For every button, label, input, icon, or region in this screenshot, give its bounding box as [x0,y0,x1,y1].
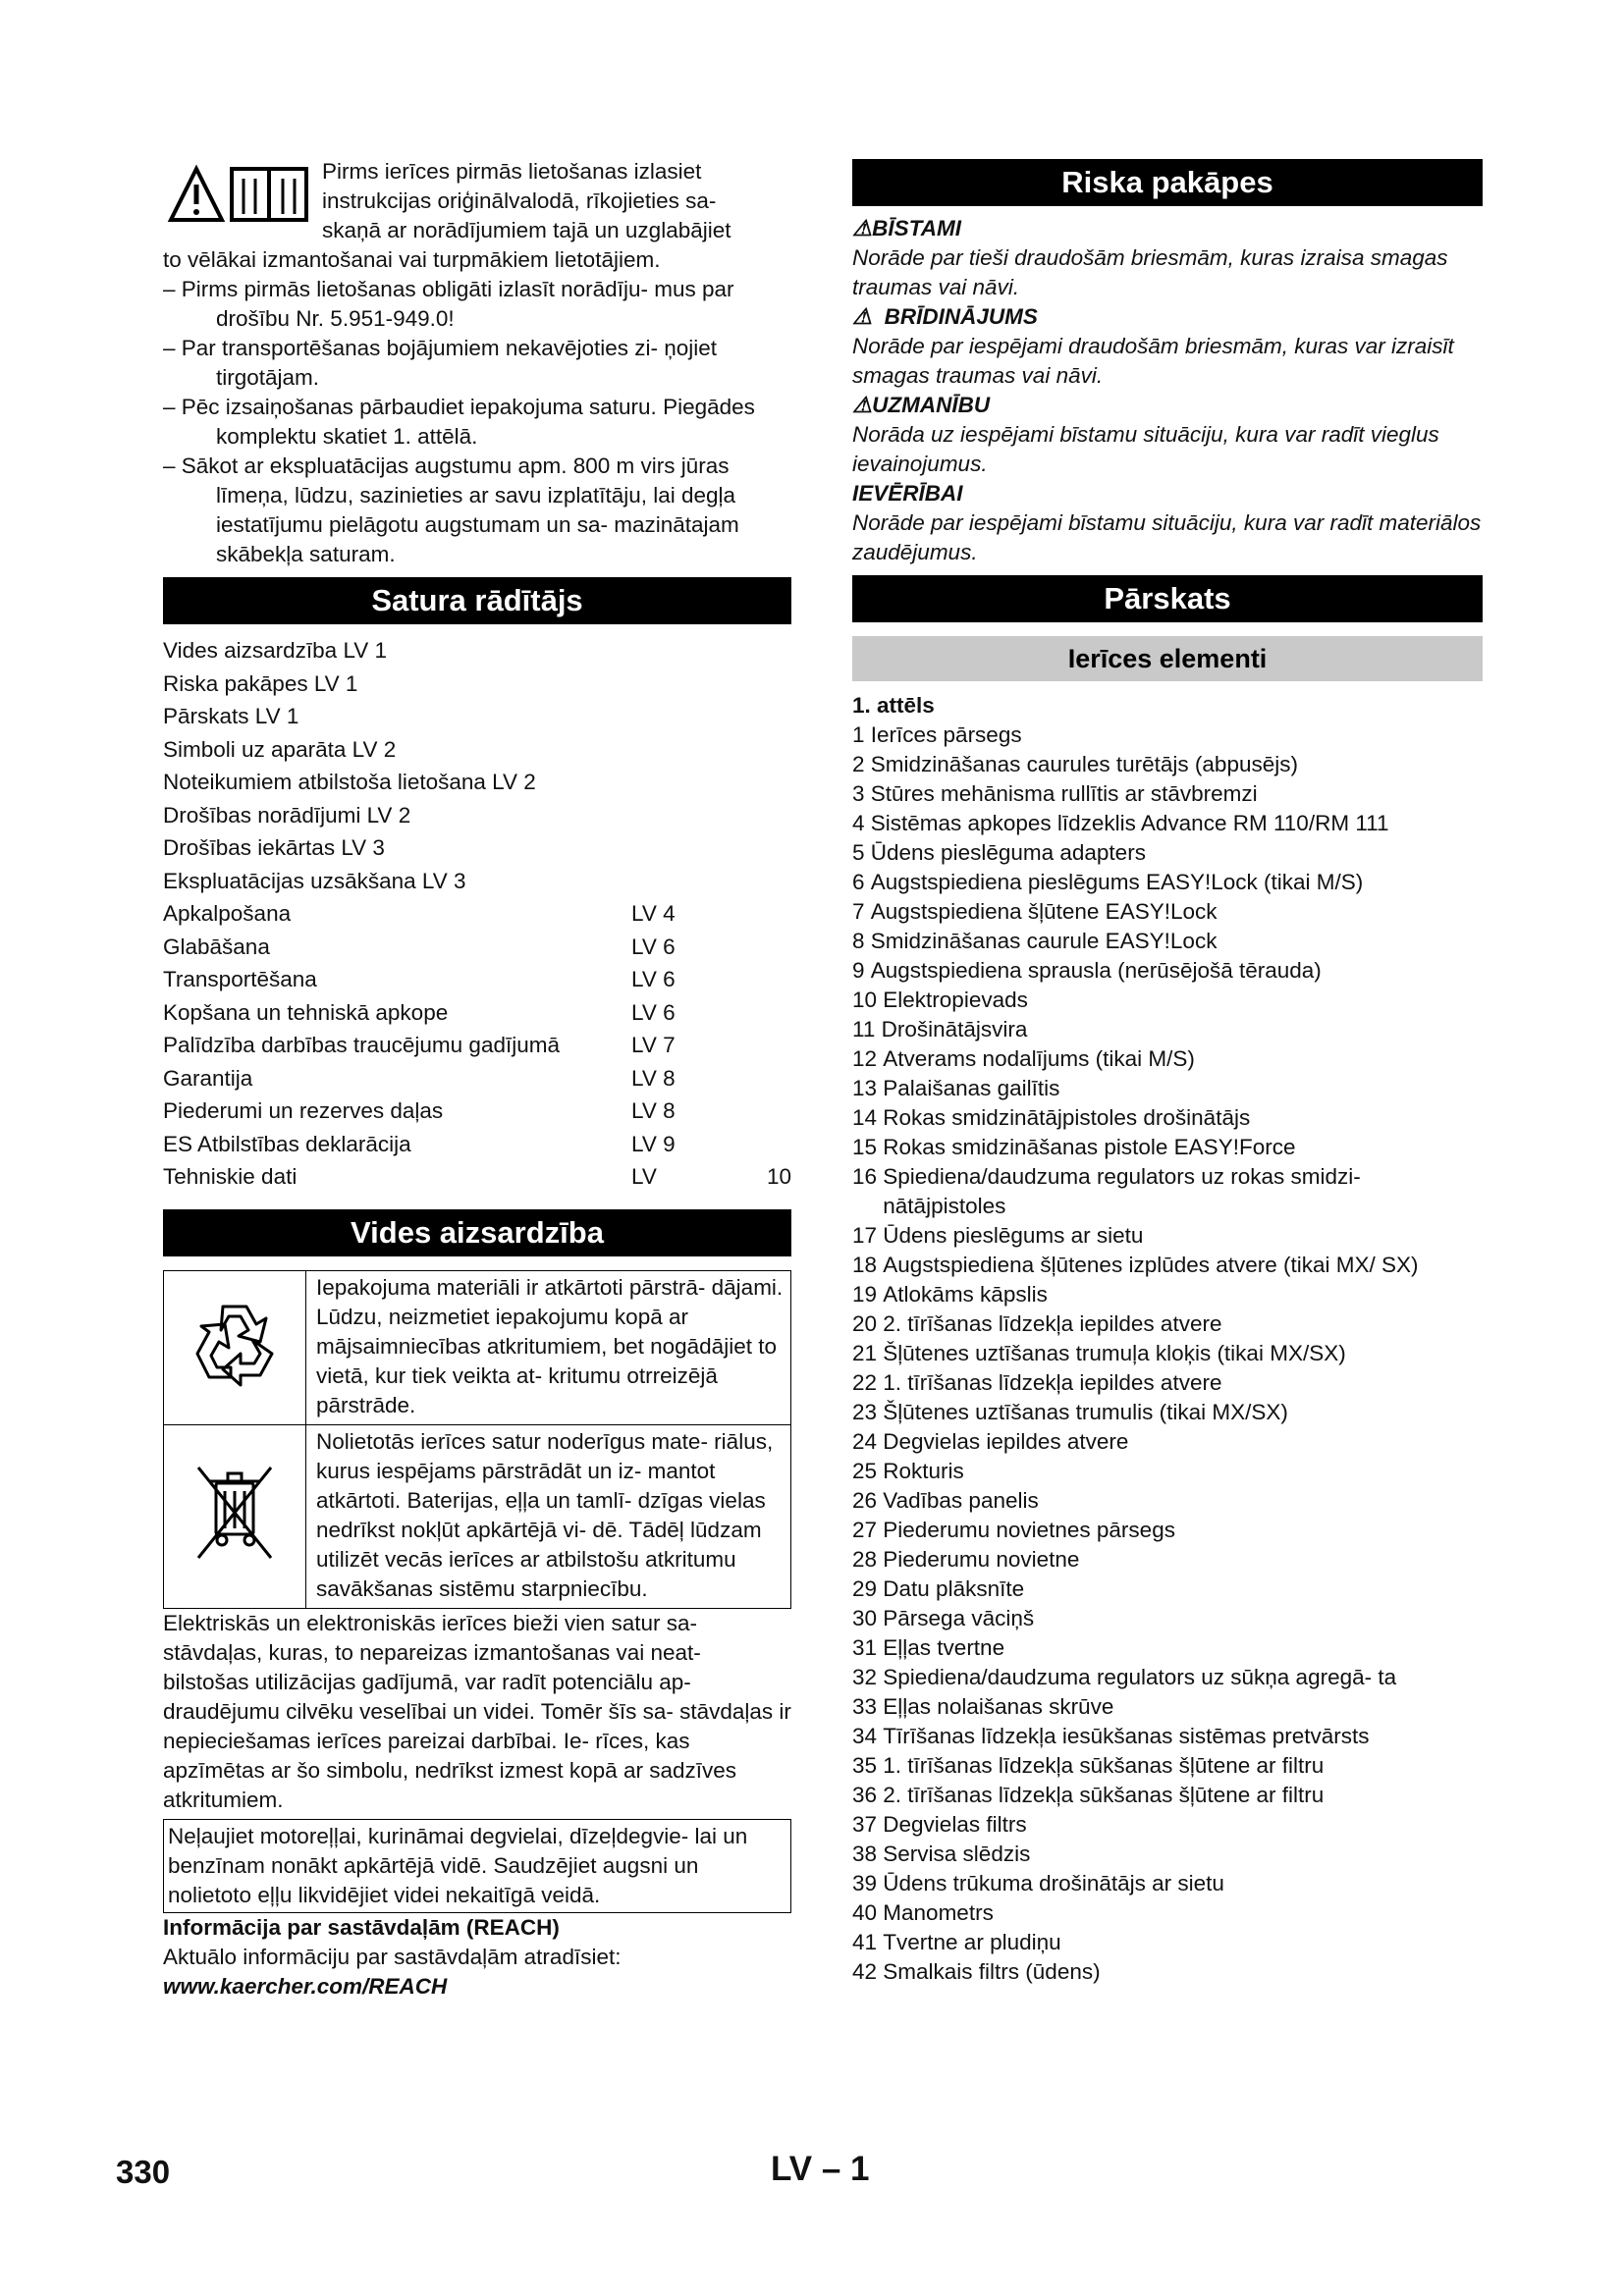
page-number: 330 [116,2154,171,2190]
list-item: 1 Ierīces pārsegs [852,722,1022,747]
list-item: 9 Augstspiediena sprausla (nerūsējošā tērauda) [852,958,1322,983]
toc-row[interactable]: Drošības norādījumi LV 2 [163,802,411,828]
toc-row[interactable]: Apkalpošana LV 4 [163,901,676,926]
right-column [852,157,1483,1987]
intro-line-2: instrukcijas oriģinālvalodā, rīkojieties sa- [322,188,717,213]
list-item: 42 Smalkais filtrs (ūdens) [852,1959,1101,1984]
recycle-icon-cell [164,1270,306,1424]
left-column [163,157,791,2002]
recycle-icon [186,1297,284,1391]
list-item: 35 1. tīrīšanas līdzekļa sūkšanas šļūtene ar filtru [852,1753,1325,1778]
overview-subheading: Ierīces elementi [852,636,1483,681]
toc-row[interactable]: ES Atbilstības deklarācija LV 9 [163,1131,676,1156]
risk-level-text: Norāde par tieši draudošām briesmām, kuras izraisa smagas traumas vai nāvi. [852,245,1448,299]
list-item: 10 Elektropievads [852,988,1028,1012]
intro-bullet: – Par transportēšanas bojājumiem nekavējoties zi- ņojiet tirgotājam. [163,336,718,390]
risk-level-heading: ⚠BĪSTAMI [852,216,961,240]
list-item: 32 Spiediena/daudzuma regulators uz sūkņa agregā- ta [852,1665,1397,1689]
crossed-bin-icon [190,1454,279,1572]
oil-warning-box: Neļaujiet motoreļļai, kurināmai degvielai, dīzeļdegvie- lai un benzīnam nonākt apkārtējā vidē. Saudzējiet augsni un nolietoto eļļu likvidējiet videi nekaitīgā veidā. [163,1819,791,1913]
toc-row[interactable]: Vides aizsardzība LV 1 [163,638,388,663]
list-item: 41 Tvertne ar pludiņu [852,1930,1061,1954]
toc-row[interactable]: Tehniskie dati LV 10 [163,1164,791,1189]
list-item: 6 Augstspiediena pieslēgums EASY!Lock (tikai M/S) [852,870,1364,894]
toc-row[interactable]: Glabāšana LV 6 [163,934,676,959]
list-item: 3 Stūres mehānisma rullītis ar stāvbremzi [852,781,1258,806]
reach-text: Aktuālo informāciju par sastāvdaļām atradīsiet: [163,1944,622,1969]
list-item: 15 Rokas smidzināšanas pistole EASY!Force [852,1135,1296,1159]
list-item: 7 Augstspiediena šļūtene EASY!Lock [852,899,1218,924]
list-item: 31 Eļļas tvertne [852,1635,1005,1660]
list-item: 37 Degvielas filtrs [852,1812,1027,1837]
risk-heading: Riska pakāpes [852,159,1483,206]
list-item: 16 Spiediena/daudzuma regulators uz rokas smidzi- nātājpistoles [852,1164,1361,1218]
intro-bullet: – Pēc izsaiņošanas pārbaudiet iepakojuma saturu. Piegādes komplektu skatiet 1. attēlā. [163,395,755,449]
list-item: 2 Smidzināšanas caurules turētājs (abpusējs) [852,752,1298,776]
toc-row[interactable]: Riska pakāpes LV 1 [163,670,358,696]
toc-row[interactable]: Pārskats LV 1 [163,704,299,728]
figure-label: 1. attēls [852,693,935,718]
list-item: 19 Atlokāms kāpslis [852,1282,1048,1307]
list-item: 11 Drošinātājsvira [852,1017,1028,1041]
intro-line-3: skaņā ar norādījumiem tajā un uzglabājiet [322,218,731,242]
toc-row[interactable]: Noteikumiem atbilstoša lietošana LV 2 [163,770,536,794]
list-item: 21 Šļūtenes uztīšanas trumuļa kloķis (tikai MX/SX) [852,1341,1346,1365]
risk-level-heading: ⚠ BRĪDINĀJUMS [852,304,1038,329]
list-item: 17 Ūdens pieslēgums ar sietu [852,1223,1144,1248]
toc-row[interactable]: Ekspluatācijas uzsākšana LV 3 [163,868,466,893]
bin-text: Nolietotās ierīces satur noderīgus mate- riālus, kurus iespējams pārstrādāt un iz- mantot atkārtoti. Baterijas, eļļa un tamlī- dzīgas vielas nedrīkst nokļūt apkārtējā vi- dē. Tādēļ lūdzam utilizēt vecās ierīces ar atbilstošu atkritumu savākšanas sistēmu starpniecību. [306,1424,791,1608]
risk-level-text: Norāde par iespējami bīstamu situāciju, kura var radīt materiālos zaudējumus. [852,510,1482,564]
list-item: 33 Eļļas nolaišanas skrūve [852,1694,1114,1719]
electronics-text: Elektriskās un elektroniskās ierīces bieži vien satur sa- stāvdaļas, kuras, to nepareizas izmantošanas vai neat- bilstošas utilizācijas gadījumā, var radīt potenciālu ap- draudējumu cilvēku veselībai un videi. Tomēr šīs sa- stāvdaļas ir nepieciešamas ierīces pareizai darbībai. Ie- rīces, kas apzīmētas ar šo simbolu, nedrīkst izmest kopā ar sadzīves atkritumiem. [163,1610,791,1812]
intro-line-1: Pirms ierīces pirmās lietošanas izlasiet [322,159,702,184]
bin-icon-cell [164,1424,306,1608]
recycle-text: Iepakojuma materiāli ir atkārtoti pārstrā- dājami. Lūdzu, neizmetiet iepakojumu kopā ar mājsaimniecības atkritumiem, bet nogādājiet to vietā, kur tiek veikta at- kritumu otrreizējā pārstrāde. [306,1270,791,1424]
list-item: 26 Vadības panelis [852,1488,1039,1513]
intro-line-4: to vēlākai izmantošanai vai turpmākiem lietotājiem. [163,247,661,272]
warning-manual-icon [167,163,314,224]
risk-level-heading: IEVĒRĪBAI [852,481,963,506]
reach-heading: Informācija par sastāvdaļām (REACH) [163,1914,560,1940]
list-item: 36 2. tīrīšanas līdzekļa sūkšanas šļūtene ar filtru [852,1783,1325,1807]
toc-row[interactable]: Garantija LV 8 [163,1065,676,1091]
list-item: 29 Datu plāksnīte [852,1576,1025,1601]
section-page-label: LV – 1 [771,2150,870,2188]
toc-row[interactable]: Drošības iekārtas LV 3 [163,835,385,860]
list-item: 4 Sistēmas apkopes līdzeklis Advance RM 110/RM 111 [852,811,1389,835]
list-item: 22 1. tīrīšanas līdzekļa iepildes atvere [852,1370,1222,1395]
intro-section [163,157,791,569]
list-item: 38 Servisa slēdzis [852,1842,1031,1866]
toc-row[interactable]: Simboli uz aparāta LV 2 [163,736,397,762]
reach-link[interactable]: www.kaercher.com/REACH [163,1973,448,1999]
list-item: 24 Degvielas iepildes atvere [852,1429,1129,1454]
env-heading: Vides aizsardzība [163,1209,791,1256]
list-item: 25 Rokturis [852,1459,964,1483]
list-item: 39 Ūdens trūkuma drošinātājs ar sietu [852,1871,1224,1896]
list-item: 20 2. tīrīšanas līdzekļa iepildes atvere [852,1311,1222,1336]
intro-bullet: – Pirms pirmās lietošanas obligāti izlasīt norādīju- mus par drošību Nr. 5.951-949.0! [163,277,734,331]
risk-level-heading: ⚠UZMANĪBU [852,393,991,417]
list-item: 34 Tīrīšanas līdzekļa iesūkšanas sistēmas pretvārsts [852,1724,1370,1748]
toc-list [163,634,791,1194]
list-item: 18 Augstspiediena šļūtenes izplūdes atvere (tikai MX/ SX) [852,1253,1419,1277]
list-item: 8 Smidzināšanas caurule EASY!Lock [852,929,1218,953]
list-item: 30 Pārsega vāciņš [852,1606,1035,1630]
list-item: 28 Piederumu novietne [852,1547,1080,1572]
list-item: 23 Šļūtenes uztīšanas trumulis (tikai MX/SX) [852,1400,1288,1424]
toc-row[interactable]: Palīdzība darbības traucējumu gadījumā LV 7 [163,1033,676,1057]
intro-bullet: – Sākot ar ekspluatācijas augstumu apm. 800 m virs jūras līmeņa, lūdzu, sazinieties ar savu izplatītāju, lai degļa iestatījumu pielāgotu augstumam un sa- mazinātajam skābekļa saturam. [163,454,739,566]
list-item: 40 Manometrs [852,1900,994,1925]
risk-level-text: Norāda uz iespējami bīstamu situāciju, kura var radīt vieglus ievainojumus. [852,422,1439,476]
risk-level-text: Norāde par iespējami draudošām briesmām, kuras var izraisīt smagas traumas vai nāvi. [852,334,1454,388]
risk-levels [852,214,1483,567]
list-item: 14 Rokas smidzinātājpistoles drošinātājs [852,1105,1251,1130]
list-item: 27 Piederumu novietnes pārsegs [852,1518,1175,1542]
toc-row[interactable]: Kopšana un tehniskā apkope LV 6 [163,999,676,1025]
env-table [163,1270,791,1609]
list-item: 12 Atverams nodalījums (tikai M/S) [852,1046,1195,1071]
list-item: 13 Palaišanas gailītis [852,1076,1060,1100]
device-elements-list [852,721,1483,1987]
toc-row[interactable]: Piederumi un rezerves daļas LV 8 [163,1098,676,1123]
overview-heading: Pārskats [852,575,1483,622]
list-item: 5 Ūdens pieslēguma adapters [852,840,1146,865]
toc-heading: Satura rādītājs [163,577,791,624]
toc-row[interactable]: Transportēšana LV 6 [163,967,676,991]
